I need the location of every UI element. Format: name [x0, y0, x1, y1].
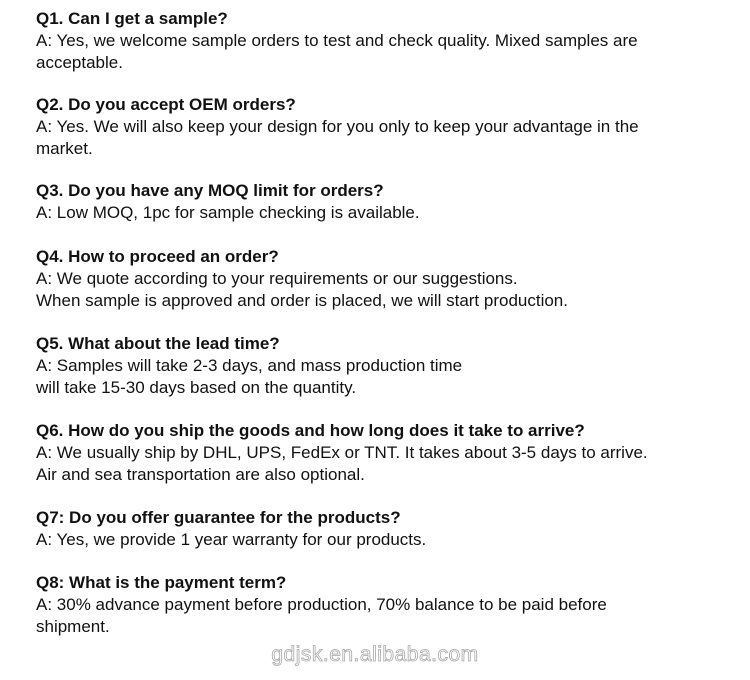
- question: Q7: Do you offer guarantee for the products?: [36, 508, 401, 527]
- answer-line: A: We usually ship by DHL, UPS, FedEx or TNT. It takes about 3-5 days to arrive.: [36, 443, 648, 462]
- answer-line: A: Yes, we provide 1 year warranty for our products.: [36, 530, 427, 549]
- watermark: gdjsk.en.alibaba.com: [271, 643, 479, 666]
- faq-item-4: [36, 246, 736, 312]
- question: Q8: What is the payment term?: [36, 573, 287, 592]
- question: Q2. Do you accept OEM orders?: [36, 95, 296, 114]
- answer-line: A: Yes. We will also keep your design for you only to keep your advantage in the: [36, 117, 639, 136]
- answer-line: acceptable.: [36, 53, 123, 72]
- answer-line: A: Low MOQ, 1pc for sample checking is available.: [36, 203, 420, 222]
- faq-item-8: [36, 572, 736, 638]
- question: Q5. What about the lead time?: [36, 334, 280, 353]
- faq-item-3: [36, 180, 736, 224]
- answer-line: will take 15-30 days based on the quantity.: [36, 378, 357, 397]
- faq-item-7: [36, 507, 736, 551]
- answer-line: shipment.: [36, 617, 110, 636]
- question: Q1. Can I get a sample?: [36, 9, 228, 28]
- answer-line: When sample is approved and order is placed, we will start production.: [36, 291, 568, 310]
- question: Q6. How do you ship the goods and how long does it take to arrive?: [36, 421, 585, 440]
- faq-item-6: [36, 420, 736, 486]
- question: Q3. Do you have any MOQ limit for orders?: [36, 181, 384, 200]
- answer-line: A: Samples will take 2-3 days, and mass production time: [36, 356, 463, 375]
- question: Q4. How to proceed an order?: [36, 247, 279, 266]
- answer-line: A: We quote according to your requirements or our suggestions.: [36, 269, 518, 288]
- answer-line: A: Yes, we welcome sample orders to test and check quality. Mixed samples are: [36, 31, 638, 50]
- faq-item-1: [36, 8, 736, 74]
- answer-line: market.: [36, 139, 93, 158]
- answer-line: A: 30% advance payment before production, 70% balance to be paid before: [36, 595, 607, 614]
- faq-item-2: [36, 94, 736, 160]
- faq-item-5: [36, 333, 736, 399]
- answer-line: Air and sea transportation are also optional.: [36, 465, 365, 484]
